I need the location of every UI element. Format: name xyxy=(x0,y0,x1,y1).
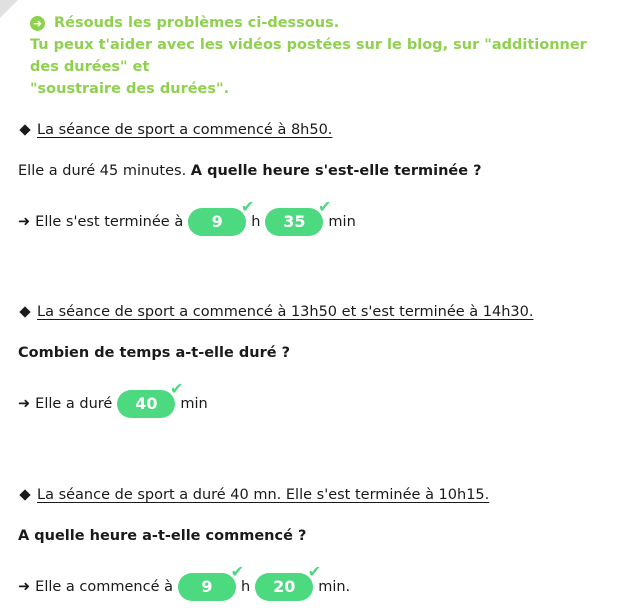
arrow-right-icon: ➜ xyxy=(18,396,31,412)
diamond-bullet-icon xyxy=(19,124,30,135)
answer-unit: h xyxy=(251,214,261,230)
exercise-heading xyxy=(18,120,618,140)
exercise-heading-text: La séance de sport a commencé à 8h50. xyxy=(37,122,333,138)
exercise-3 xyxy=(18,485,618,596)
answer-row xyxy=(18,379,208,420)
diamond-bullet-icon xyxy=(19,306,30,317)
arrow-right-icon: ➜ xyxy=(18,579,31,595)
answer-pill[interactable]: 35 xyxy=(265,208,323,236)
answer-pill[interactable]: 20 xyxy=(255,573,313,601)
answer-prefix: Elle s'est terminée à xyxy=(35,214,184,230)
answer-field-minutes[interactable] xyxy=(117,379,184,418)
exercise-heading-text: La séance de sport a commencé à 13h50 et s'est terminée à 14h30. xyxy=(37,304,534,320)
answer-unit: h xyxy=(241,579,251,595)
arrow-circle-icon: ➜ xyxy=(30,16,45,31)
instructions-line-3: "soustraire des durées". xyxy=(30,81,230,97)
exercise-heading xyxy=(18,485,618,505)
answer-pill[interactable]: 9 xyxy=(178,573,236,601)
instructions-line-2: Tu peux t'aider avec les vidéos postées sur le blog, sur "additionner des durées" et xyxy=(30,37,587,75)
checkmark-icon: ✔ xyxy=(240,197,255,216)
question-bold-text: A quelle heure a-t-elle commencé ? xyxy=(18,528,307,544)
answer-field-hours[interactable] xyxy=(188,197,255,236)
checkmark-icon: ✔ xyxy=(169,379,184,398)
question-plain-text: Elle a duré 45 minutes. xyxy=(18,163,191,179)
answer-pill[interactable]: 40 xyxy=(117,390,175,418)
diamond-bullet-icon xyxy=(19,489,30,500)
answer-unit: min xyxy=(180,396,208,412)
answer-field-hours[interactable] xyxy=(178,562,244,601)
exercise-question xyxy=(18,163,482,179)
answer-prefix: Elle a commencé à xyxy=(35,579,173,595)
answer-pill[interactable]: 9 xyxy=(188,208,246,236)
checkmark-icon: ✔ xyxy=(230,562,244,581)
question-bold-text: A quelle heure s'est-elle terminée ? xyxy=(190,163,482,179)
answer-field-minutes[interactable] xyxy=(265,197,332,236)
exercise-1 xyxy=(18,120,618,231)
page-corner-fold xyxy=(0,0,18,18)
answer-row xyxy=(18,197,356,238)
instructions-line-1: Résouds les problèmes ci-dessous. xyxy=(54,15,340,31)
answer-row xyxy=(18,562,351,603)
answer-unit: min. xyxy=(318,579,351,595)
arrow-right-icon: ➜ xyxy=(18,214,31,230)
question-bold-text: Combien de temps a-t-elle duré ? xyxy=(18,345,291,361)
exercise-heading-text: La séance de sport a duré 40 mn. Elle s'est terminée à 10h15. xyxy=(37,487,490,503)
exercise-2 xyxy=(18,302,618,413)
checkmark-icon: ✔ xyxy=(307,562,322,581)
checkmark-icon: ✔ xyxy=(318,197,332,216)
exercise-heading xyxy=(18,302,618,322)
instructions-block xyxy=(30,12,620,100)
answer-unit: min xyxy=(328,214,356,230)
answer-field-minutes[interactable] xyxy=(255,562,322,601)
answer-prefix: Elle a duré xyxy=(35,396,113,412)
exercise-question xyxy=(18,345,290,361)
exercise-question xyxy=(18,528,306,544)
